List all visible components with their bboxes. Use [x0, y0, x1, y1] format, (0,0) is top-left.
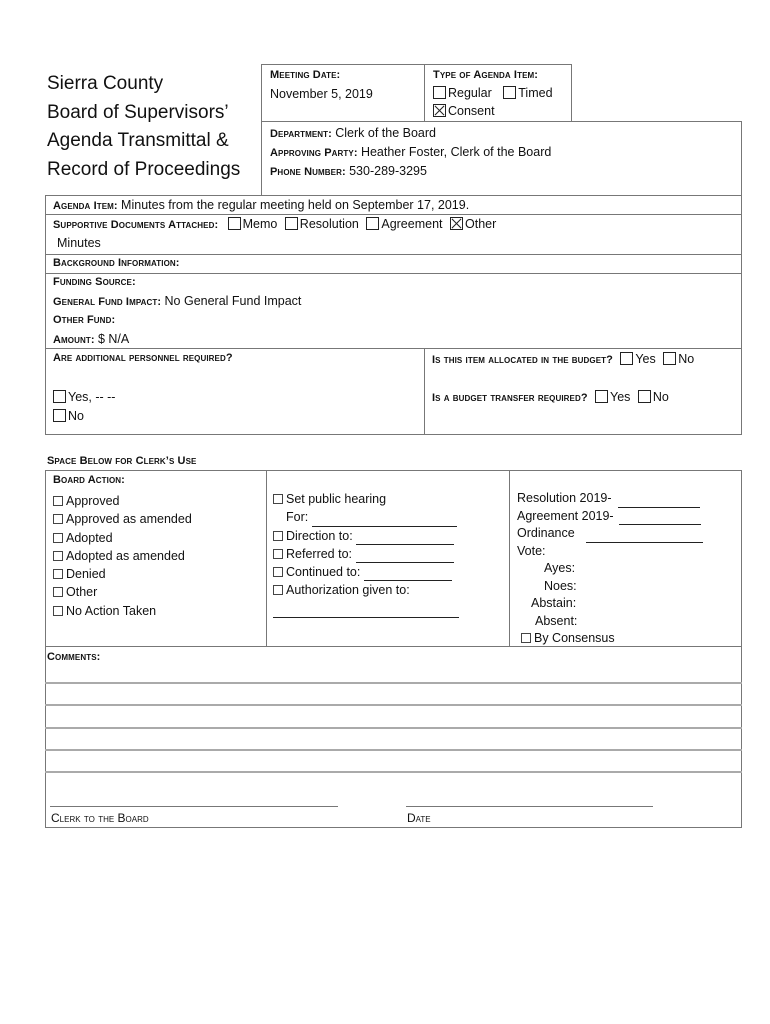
board-action-option[interactable]: No Action Taken [53, 602, 192, 620]
regular-label: Regular [448, 86, 492, 100]
direction-line[interactable] [356, 532, 454, 545]
department-cell [261, 121, 742, 196]
budget-no-checkbox[interactable] [663, 352, 676, 365]
title-line: Record of Proceedings [47, 158, 241, 180]
board-action-checkbox[interactable] [53, 496, 63, 506]
phone-value: 530-289-3295 [349, 164, 427, 178]
timed-label: Timed [518, 86, 553, 100]
referred-row[interactable]: Referred to: [273, 545, 459, 563]
comment-line [45, 771, 742, 773]
supporting-docs-label: Supportive Documents Attached: [53, 219, 219, 231]
board-action-option[interactable]: Adopted as amended [53, 547, 192, 565]
comment-line [45, 749, 742, 751]
clerk-use-label: Space Below for Clerk’s Use [47, 455, 197, 467]
date-signature-label: Date [407, 811, 431, 825]
other-fund-label: Other Fund: [53, 314, 116, 326]
agenda-type-row [433, 86, 553, 100]
authorization-line[interactable] [273, 605, 459, 618]
absent-label: Absent: [535, 613, 578, 628]
other-doc-value: Minutes [57, 236, 101, 250]
referred-checkbox[interactable] [273, 549, 283, 559]
memo-checkbox[interactable] [228, 217, 241, 230]
regular-checkbox[interactable] [433, 86, 446, 99]
budget-no-label: No [678, 352, 695, 366]
personnel-label: Are additional personnel required? [53, 352, 233, 364]
comment-line [45, 704, 742, 706]
continued-line[interactable] [364, 568, 452, 581]
ordinance-line[interactable] [586, 530, 703, 543]
authorization-checkbox[interactable] [273, 585, 283, 595]
board-action-checkbox[interactable] [53, 587, 63, 597]
set-hearing-row[interactable]: Set public hearing [273, 490, 459, 508]
title-line: Agenda Transmittal & [47, 130, 229, 151]
funding-source-label: Funding Source: [53, 276, 136, 288]
budget-row [432, 352, 694, 366]
meeting-date-label: Meeting Date: [270, 69, 341, 81]
comments-label: Comments: [47, 651, 101, 663]
consensus-checkbox[interactable] [521, 633, 531, 643]
agenda-type-cell [424, 64, 572, 122]
phone-label: Phone Number: [270, 166, 346, 178]
budget-yes-checkbox[interactable] [620, 352, 633, 365]
agenda-item-row [53, 198, 469, 212]
phone-row [270, 164, 427, 178]
resolution-line[interactable] [618, 495, 700, 508]
amount-value: $ N/A [97, 332, 130, 346]
personnel-yes-checkbox[interactable] [53, 390, 66, 403]
clerk-signature-line[interactable] [50, 806, 338, 807]
for-row: For: [273, 508, 459, 526]
board-action-checkbox[interactable] [53, 569, 63, 579]
board-action-label: Board Action: [53, 474, 125, 486]
agreement-row: Agreement 2019- [517, 508, 703, 526]
board-action-checkbox[interactable] [53, 533, 63, 543]
timed-checkbox[interactable] [503, 86, 516, 99]
background-label: Background Information: [53, 257, 180, 269]
other-checkbox[interactable] [450, 217, 463, 230]
department-label: Department: [270, 128, 332, 140]
memo-label: Memo [242, 217, 278, 231]
approving-value: Heather Foster, Clerk of the Board [360, 145, 552, 159]
supporting-docs-row [53, 217, 496, 231]
authorization-row[interactable]: Authorization given to: [273, 581, 459, 599]
comment-line [45, 682, 742, 684]
agreement-line[interactable] [619, 512, 701, 525]
consensus-row[interactable]: By Consensus [517, 630, 703, 648]
meeting-date-value: November 5, 2019 [270, 87, 373, 101]
board-action-option[interactable]: Approved [53, 492, 192, 510]
board-action-checkbox[interactable] [53, 606, 63, 616]
board-action-list [53, 492, 192, 620]
referred-line[interactable] [356, 550, 454, 563]
resolution-row: Resolution 2019- [517, 490, 703, 508]
personnel-no-checkbox[interactable] [53, 409, 66, 422]
personnel-yes-label: Yes, -- -- [68, 390, 116, 404]
date-signature-line[interactable] [406, 806, 653, 807]
title-line: Board of Supervisors’ [47, 101, 229, 123]
transfer-yes-label: Yes [610, 390, 631, 404]
ordinance-row: Ordinance [517, 525, 703, 543]
consent-checkbox[interactable] [433, 104, 446, 117]
meeting-date-cell [261, 64, 425, 122]
for-line[interactable] [312, 514, 457, 527]
board-action-option[interactable]: Adopted [53, 529, 192, 547]
general-fund-label: General Fund Impact: [53, 296, 162, 308]
personnel-no-label: No [68, 409, 84, 423]
transfer-no-checkbox[interactable] [638, 390, 651, 403]
ayes-label: Ayes: [544, 561, 576, 575]
noes-label: Noes: [544, 578, 577, 593]
department-value: Clerk of the Board [335, 126, 436, 140]
resolution-details [517, 490, 703, 648]
board-action-checkbox[interactable] [53, 551, 63, 561]
agenda-type-label: Type of Agenda Item: [433, 69, 539, 81]
abstain-label: Abstain: [531, 596, 577, 610]
approving-label: Approving Party: [270, 147, 358, 159]
page-title [47, 70, 240, 184]
transfer-yes-checkbox[interactable] [595, 390, 608, 403]
board-action-checkbox[interactable] [53, 514, 63, 524]
amount-row [53, 332, 129, 346]
vote-label: Vote: [517, 543, 546, 558]
action-details [273, 490, 459, 618]
other-label: Other [465, 217, 497, 231]
consent-row [433, 104, 495, 118]
agreement-checkbox[interactable] [366, 217, 379, 230]
agenda-item-value: Minutes from the regular meeting held on September 17, 2019. [121, 198, 470, 212]
transfer-label: Is a budget transfer required? [432, 392, 588, 404]
direction-row[interactable]: Direction to: [273, 527, 459, 545]
board-action-option[interactable]: Denied [53, 565, 192, 583]
general-fund-value: No General Fund Impact [164, 294, 302, 308]
department-row [270, 126, 436, 140]
budget-label: Is this item allocated in the budget? [432, 354, 613, 366]
board-action-option[interactable]: Other [53, 583, 192, 601]
continued-checkbox[interactable] [273, 567, 283, 577]
amount-label: Amount: [53, 334, 95, 346]
set-hearing-checkbox[interactable] [273, 494, 283, 504]
personnel-no-row [53, 409, 84, 423]
agenda-item-label: Agenda Item: [53, 200, 118, 212]
budget-yes-label: Yes [635, 352, 656, 366]
resolution-checkbox[interactable] [285, 217, 298, 230]
comment-line [45, 727, 742, 729]
resolution-label: Resolution [299, 217, 359, 231]
clerk-signature-label: Clerk to the Board [51, 811, 149, 825]
transfer-no-label: No [652, 390, 669, 404]
agreement-label: Agreement [381, 217, 443, 231]
consent-label: Consent [448, 104, 495, 118]
transfer-row [432, 390, 669, 404]
general-fund-row [53, 294, 301, 308]
personnel-yes-row [53, 390, 115, 404]
title-line: Sierra County [47, 73, 164, 94]
continued-row[interactable]: Continued to: [273, 563, 459, 581]
direction-checkbox[interactable] [273, 531, 283, 541]
approving-row [270, 145, 551, 159]
board-action-option[interactable]: Approved as amended [53, 510, 192, 528]
